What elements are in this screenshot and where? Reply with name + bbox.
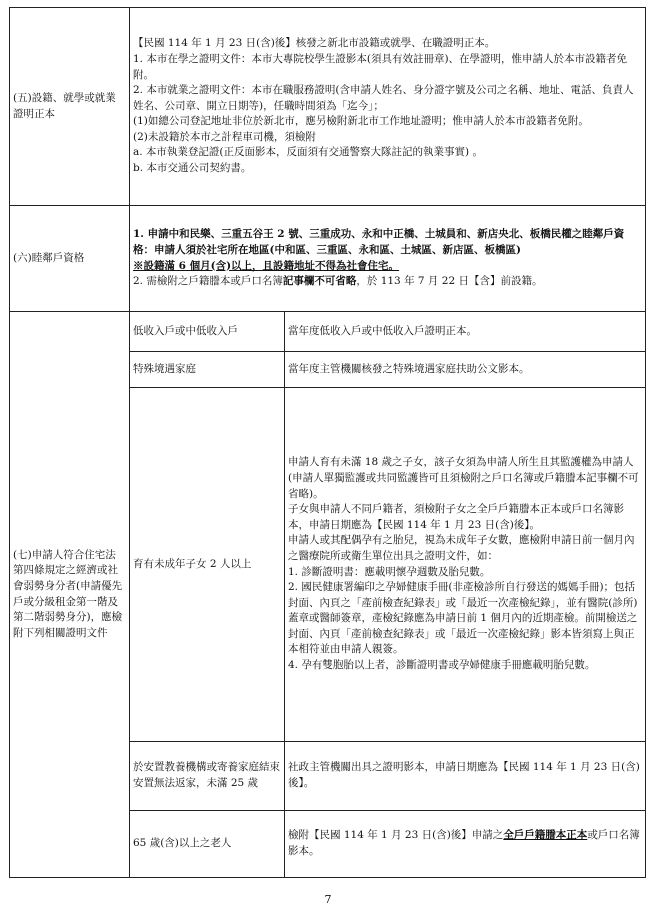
section-7-label: 於安置教養機構或寄養家庭結束安置無法返家，未滿 25 歲 <box>130 742 285 811</box>
section-6-line-1: 1. 申請中和民樂、三重五谷王 2 號、三重成功、永和中正橋、土城員和、新店央北、板橋民權之睦鄰戶資格：申請人須於社宅所在地區(中和區、三重區、永和區、土城區、新店區、板橋區) <box>133 228 625 256</box>
section-7-desc: 當年度主管機關核發之特殊境遇家庭扶助公文影本。 <box>285 352 646 388</box>
requirements-table <box>9 7 646 878</box>
section-6-line-2: ※設籍滿 6 個月(含)以上，且設籍地址不得為社會住宅。 <box>133 259 400 272</box>
section-7-desc: 檢附【民國 114 年 1 月 23 日(含)後】申請之全戶戶籍謄本正本或戶口名簿影本。 <box>285 811 646 878</box>
section-5-line: 1. 本市在學之證明文件：本市大專院校學生證影本(須具有效註冊章)、在學證明，惟申請人於本市設籍者免附。 <box>133 52 628 81</box>
section-6-content <box>130 206 646 312</box>
section-5-line: (2)未設籍於本市之計程車司機，須檢附 <box>133 130 316 143</box>
section-6-row <box>10 206 646 312</box>
section-7-title: (七)申請人符合住宅法第四條規定之經濟或社會弱勢身分者(申請優先戶或分級租金第一階及第二階弱勢身分)，應檢附下列相關證明文件 <box>10 312 130 878</box>
document-page <box>9 7 646 878</box>
section-7-desc: 當年度低收入戶或中低收入戶證明正本。 <box>285 312 646 352</box>
section-7-label: 65 歲(含)以上之老人 <box>130 811 285 878</box>
page-number: 7 <box>324 893 332 906</box>
section-5-line: 【民國 114 年 1 月 23 日(含)後】核發之新北市設籍或就學、在職證明正本。 <box>133 37 496 50</box>
section-7-label: 特殊境遇家庭 <box>130 352 285 388</box>
section-5-line: (1)如總公司登記地址非位於新北市，應另檢附新北市工作地址證明；惟申請人於本市設籍者免附。 <box>133 115 589 128</box>
section-6-title: (六)睦鄰戶資格 <box>10 206 130 312</box>
section-5-content <box>130 8 646 206</box>
section-5-line: 2. 本市就業之證明文件：本市在職服務證明(含申請人姓名、身分證字號及公司之名稱、地址、電話、負責人姓名、公司章、開立日期等)，任職時間須為「迄今」； <box>133 84 634 112</box>
section-5-line: b. 本市交通公司契約書。 <box>133 162 252 175</box>
section-6-line-3: 2. 需檢附之戶籍謄本或戶口名簿記事欄不可省略，於 113 年 7 月 22 日【含】前設籍。 <box>133 275 543 288</box>
section-5-row <box>10 8 646 206</box>
section-7-label: 育有未成年子女 2 人以上 <box>130 388 285 742</box>
section-7-label: 低收入戶或中低收入戶 <box>130 312 285 352</box>
section-7-desc: 申請人育有未滿 18 歲之子女，該子女須為申請人所生且其監護權為申請人(申請人單獨監護或共同監護皆可且須檢附之戶口名簿或戶籍謄本記事欄不可省略)。 子女與申請人不同戶籍者，須檢附子女之全戶戶籍謄本正本或戶口名簿影本，申請日期應為【民國 114 年 1 月 23 日(含)後】。 申請人或其配偶孕有之胎兒，視為未成年子女數，應檢附申請日前一個月內之醫療院所或衛生單位出具之證明文件，如： 1. 診斷證明書：應載明懷孕週數及胎兒數。 2. 國民健康署編印之孕婦健康手冊(非產檢診所自行發送的媽媽手冊)；包括封面、內頁之「產前檢查紀錄表」或「最近一次產檢紀錄」，並有醫院(診所)蓋章或醫師簽章，產檢紀錄應為申請日前 1 個月內的近期產檢。前開檢送之封面、內頁「產前檢查紀錄表」或「最近一次產檢紀錄」影本皆須寫上與正本相符並由申請人親簽。 4. 孕有雙胞胎以上者，診斷證明書或孕婦健康手冊應載明胎兒數。 <box>285 388 646 742</box>
section-7-desc: 社政主管機關出具之證明影本，申請日期應為【民國 114 年 1 月 23 日(含)後】。 <box>285 742 646 811</box>
section-5-title: (五)設籍、就學或就業證明正本 <box>10 8 130 206</box>
section-5-line: a. 本市執業登記證(正反面影本，反面須有交通警察大隊註記的執業事實) 。 <box>133 146 483 159</box>
section-7-row-1 <box>10 312 646 352</box>
